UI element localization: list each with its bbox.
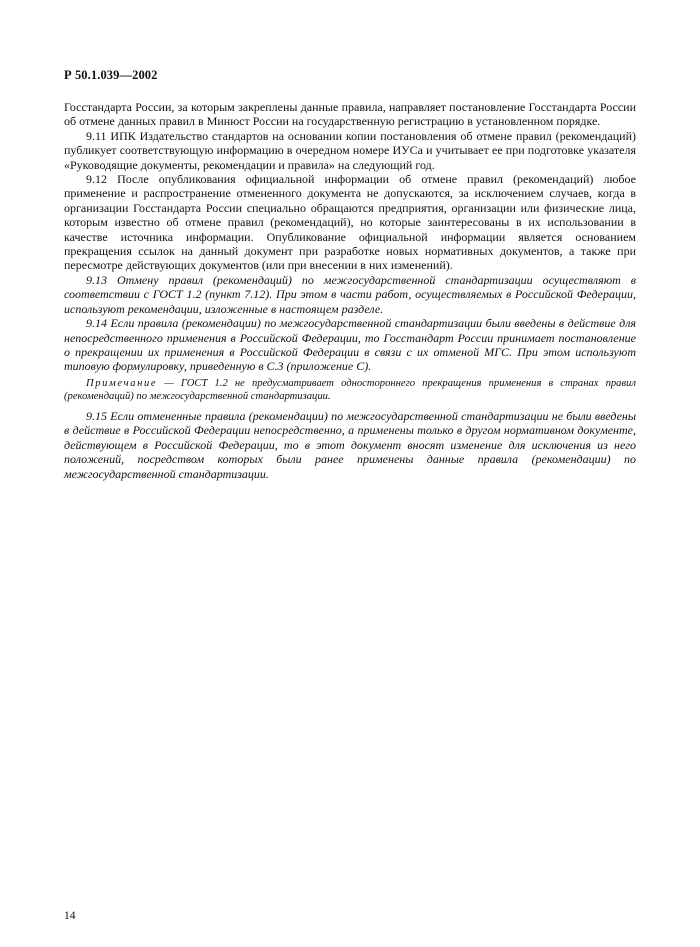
page-body	[64, 100, 636, 481]
paragraph-9-11: 9.11 ИПК Издательство стандартов на основании копии постановления об отмене правил (рекомендаций) публикует соответствующую информацию в очередном номере ИУСа и учитывает ее при подготовке указателя «Руководящие документы, рекомендации и правила» на следующий год.	[64, 128, 636, 172]
note-text: — ГОСТ 1.2 не предусматривает одностороннего прекращения применения в странах правил (рекомендаций) по межгосударственной стандартизации.	[64, 377, 636, 403]
page-number: 14	[64, 910, 76, 922]
paragraph-9-13: 9.13 Отмену правил (рекомендаций) по межгосударственной стандартизации осуществляют в соответствии с ГОСТ 1.2 (пункт 7.12). При этом в части работ, осуществляемых в Российской Федерации, используют рекомендации, изложенные в настоящем разделе.	[64, 272, 636, 316]
note-label: Примечание	[86, 377, 158, 389]
document-code: Р 50.1.039—2002	[64, 68, 158, 82]
paragraph-9-10-continuation: Госстандарта России, за которым закреплены данные правила, направляет постановление Госстандарта России об отмене данных правил в Минюст России на государственную регистрацию в установленном порядке.	[64, 100, 636, 129]
paragraph-9-12: 9.12 После опубликования официальной информации об отмене правил (рекомендаций) любое применение и распространение отмененного документа не допускаются, за исключением случаев, когда в организации Госстандарта России специально обращаются предприятия, организации или физические лица, которым известно об отмене правил (рекомендаций), но которые заинтересованы в их использовании в качестве источника информации. Опубликование официальной информации является основанием прекращения ссылок на данный документ при разработке новых нормативных документов, а также при пересмотре действующих документов (или при внесении в них изменений).	[64, 172, 636, 273]
note	[64, 377, 636, 404]
paragraph-9-14: 9.14 Если правила (рекомендации) по межгосударственной стандартизации были введены в действие для непосредственного применения в Российской Федерации, то Госстандарт России принимает постановление о прекращении их применения в Российской Федерации в связи с их отменой МГС. При этом используют типовую формулировку, приведенную в С.3 (приложение С).	[64, 316, 636, 374]
paragraph-9-15: 9.15 Если отмененные правила (рекомендации) по межгосударственной стандартизации не были введены в действие в Российской Федерации непосредственно, а применены только в другом нормативном документе, действующем в Российской Федерации, то в этот документ вносят изменение для исключения из него положений, посредством которых были ранее применены данные правила (рекомендации) по межгосударственной стандартизации.	[64, 408, 636, 481]
